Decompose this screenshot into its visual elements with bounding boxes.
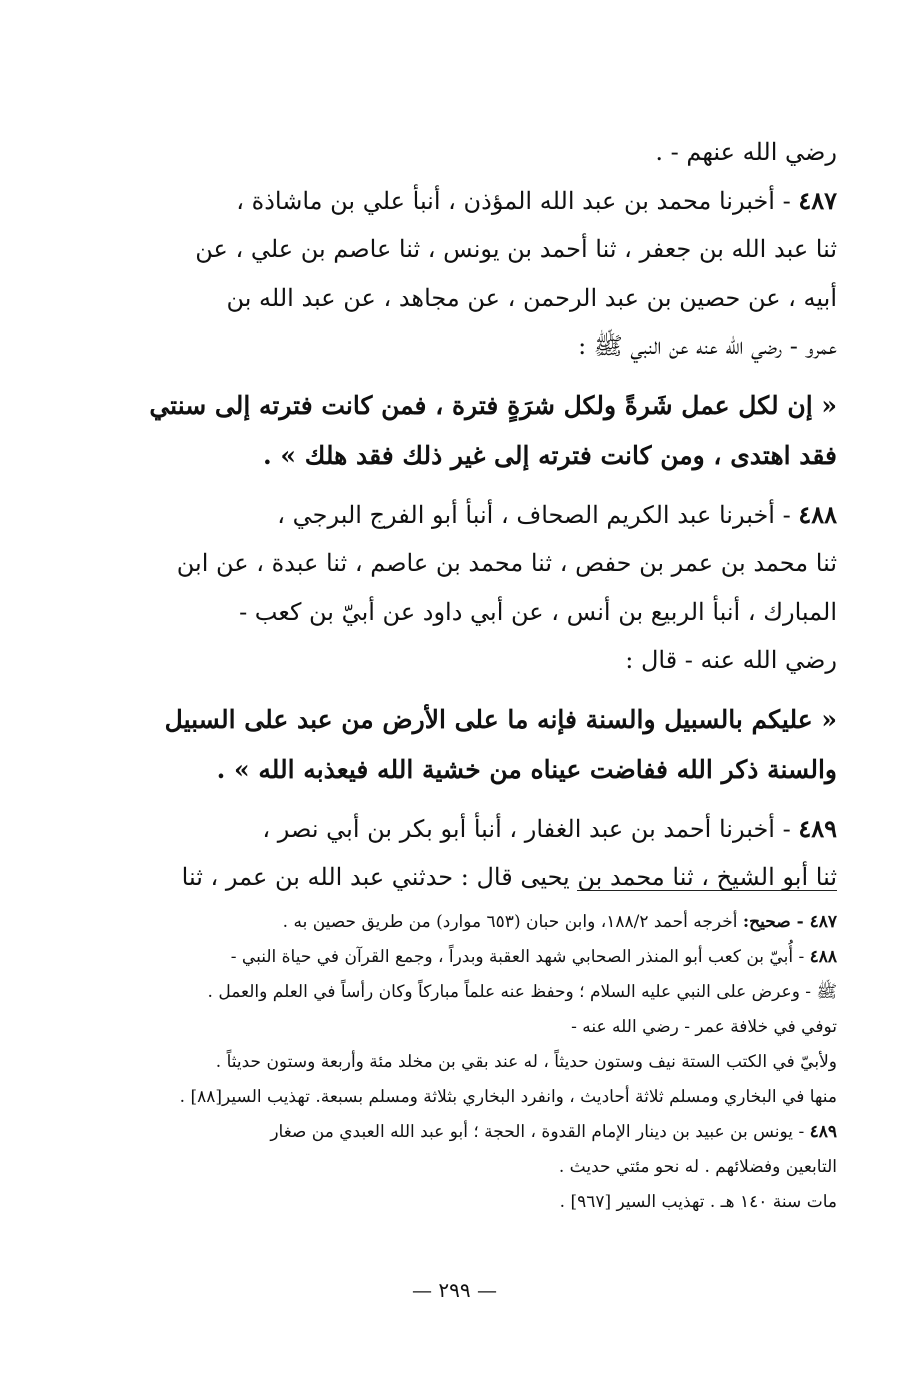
text-line: - أخبرنا محمد بن عبد الله المؤذن ، أنبأ علي بن ماشاذة ،	[236, 186, 799, 215]
hadith-488-text: والسنة ذكر الله ففاضت عيناه من خشية الله فيعذبه الله » .	[216, 754, 837, 784]
text-line: - أخبرنا أحمد بن عبد الغفار ، أنبأ أبو بكر بن أبي نصر ،	[262, 814, 799, 843]
text-line: أبيه ، عن حصين بن عبد الرحمن ، عن مجاهد ، عن عبد الله بن	[226, 283, 837, 312]
footnote-line: مات سنة ١٤٠ هـ . تهذيب السير [٩٦٧] .	[559, 1192, 837, 1212]
footnote-line: التابعين وفضلائهم . له نحو مئتي حديث .	[558, 1157, 837, 1177]
hadith-487-text: فقد اهتدى ، ومن كانت فترته إلى غير ذلك فقد هلك » .	[263, 440, 837, 470]
text-line: رضي الله عنهم - .	[655, 138, 837, 166]
hadith-488-chain	[142, 491, 837, 540]
text-line: - أخبرنا عبد الكريم الصحاف ، أنبأ أبو الفرج البرجي ،	[277, 500, 799, 529]
footnote-number-489: ٤٨٩	[809, 1122, 837, 1142]
footnote-divider	[577, 890, 837, 891]
footnote-number-487: ٤٨٧	[809, 912, 837, 932]
footnote-line: ولأبيّ في الكتب الستة نيف وستون حديثاً ، له عند بقي بن مخلد مئة وأربعة وستون حديثاً .	[215, 1052, 837, 1072]
hadith-number-487: ٤٨٧	[798, 185, 837, 215]
footnote-number-488: ٤٨٨	[809, 947, 837, 967]
page-number: — ٢٩٩ —	[412, 1278, 497, 1302]
footnotes	[142, 905, 837, 1220]
footnote-488	[142, 940, 837, 975]
footnote-text: أخرجه أحمد ١٨٨/٢، وابن حبان (٦٥٣ موارد) من طريق حصين به .	[282, 912, 743, 932]
footnote-line: توفي في خلافة عمر - رضي الله عنه -	[571, 1017, 837, 1037]
footnote-489	[142, 1115, 837, 1150]
text-line: المبارك ، أنبأ الربيع بن أنس ، عن أبي داود عن أبيّ بن كعب -	[239, 597, 837, 626]
text-line: ثنا عبد الله بن جعفر ، ثنا أحمد بن يونس ، ثنا عاصم بن علي ، عن	[195, 235, 837, 263]
text-line: رضي الله عنه - قال :	[625, 646, 837, 674]
footnote-487	[142, 905, 837, 940]
hadith-487-chain	[142, 177, 837, 226]
footnote-line: ﷺ - وعرض على النبي عليه السلام ؛ وحفظ عنه علماً مباركاً وكان رأساً في العلم والعمل .	[207, 982, 837, 1002]
main-text	[142, 128, 837, 902]
hadith-488-text: « عليكم بالسبيل والسنة فإنه ما على الأرض من عبد على السبيل	[164, 704, 837, 734]
footnote-label: - صحيح:	[742, 912, 810, 932]
hadith-487-text: « إن لكل عمل شَرةً ولكل شرَةٍ فترة ، فمن كانت فترته إلى سنتي	[149, 390, 837, 420]
hadith-489-chain	[142, 805, 837, 854]
text-line: ثنا محمد بن عمر بن حفص ، ثنا محمد بن عاصم ، ثنا عبدة ، عن ابن	[176, 549, 837, 577]
hadith-number-489: ٤٨٩	[798, 813, 837, 843]
text-line: ثنا أبو الشيخ ، ثنا محمد بن يحيى قال : حدثني عبد الله بن عمر ، ثنا	[181, 863, 837, 891]
text-line: عمرو - رضي الله عنه عن النبي ﷺ :	[578, 332, 837, 360]
footnote-text: - أُبيّ بن كعب أبو المنذر الصحابي شهد العقبة وبدراً ، وجمع القرآن في حياة النبي -	[230, 947, 810, 967]
footnote-text: - يونس بن عبيد بن دينار الإمام القدوة ، الحجة ؛ أبو عبد الله العبدي من صغار	[270, 1122, 810, 1142]
hadith-number-488: ٤٨٨	[798, 499, 837, 529]
footnote-line: منها في البخاري ومسلم ثلاثة أحاديث ، وانفرد البخاري بثلاثة ومسلم بسبعة. تهذيب السير[٨٨] .	[179, 1087, 837, 1107]
